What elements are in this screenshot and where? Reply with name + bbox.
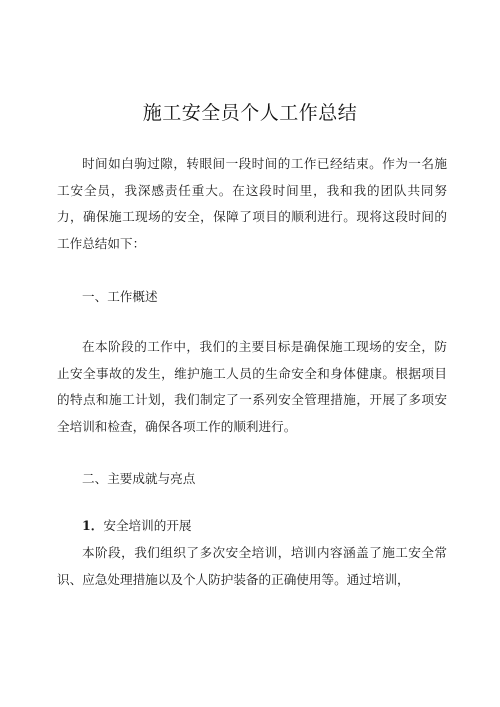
subsection-heading-training [82, 516, 192, 536]
subsection-number: 1． [82, 518, 104, 533]
subsection-title: 安全培训的开展 [103, 518, 192, 533]
intro-paragraph: 时间如白驹过隙，转眼间一段时间的工作已经结束。作为一名施工安全员，我深感责任重大。在这段时间里，我和我的团队共同努力，确保施工现场的安全，保障了项目的顺利进行。现将这段时间的工作总结如下： [57, 156, 447, 251]
overview-paragraph: 在本阶段的工作中，我们的主要目标是确保施工现场的安全，防止安全事故的发生，维护施工人员的生命安全和身体健康。根据项目的特点和施工计划，我们制定了一系列安全管理措施，开展了多项安全培训和检查，确保各项工作的顺利进行。 [57, 339, 447, 434]
section-heading-achievements: 二、主要成就与亮点 [82, 471, 196, 486]
training-paragraph: 本阶段，我们组织了多次安全培训，培训内容涵盖了施工安全常识、应急处理措施以及个人防护装备的正确使用等。通过培训， [57, 545, 447, 587]
section-heading-overview: 一、工作概述 [82, 289, 158, 304]
document-title: 施工安全员个人工作总结 [142, 102, 358, 124]
